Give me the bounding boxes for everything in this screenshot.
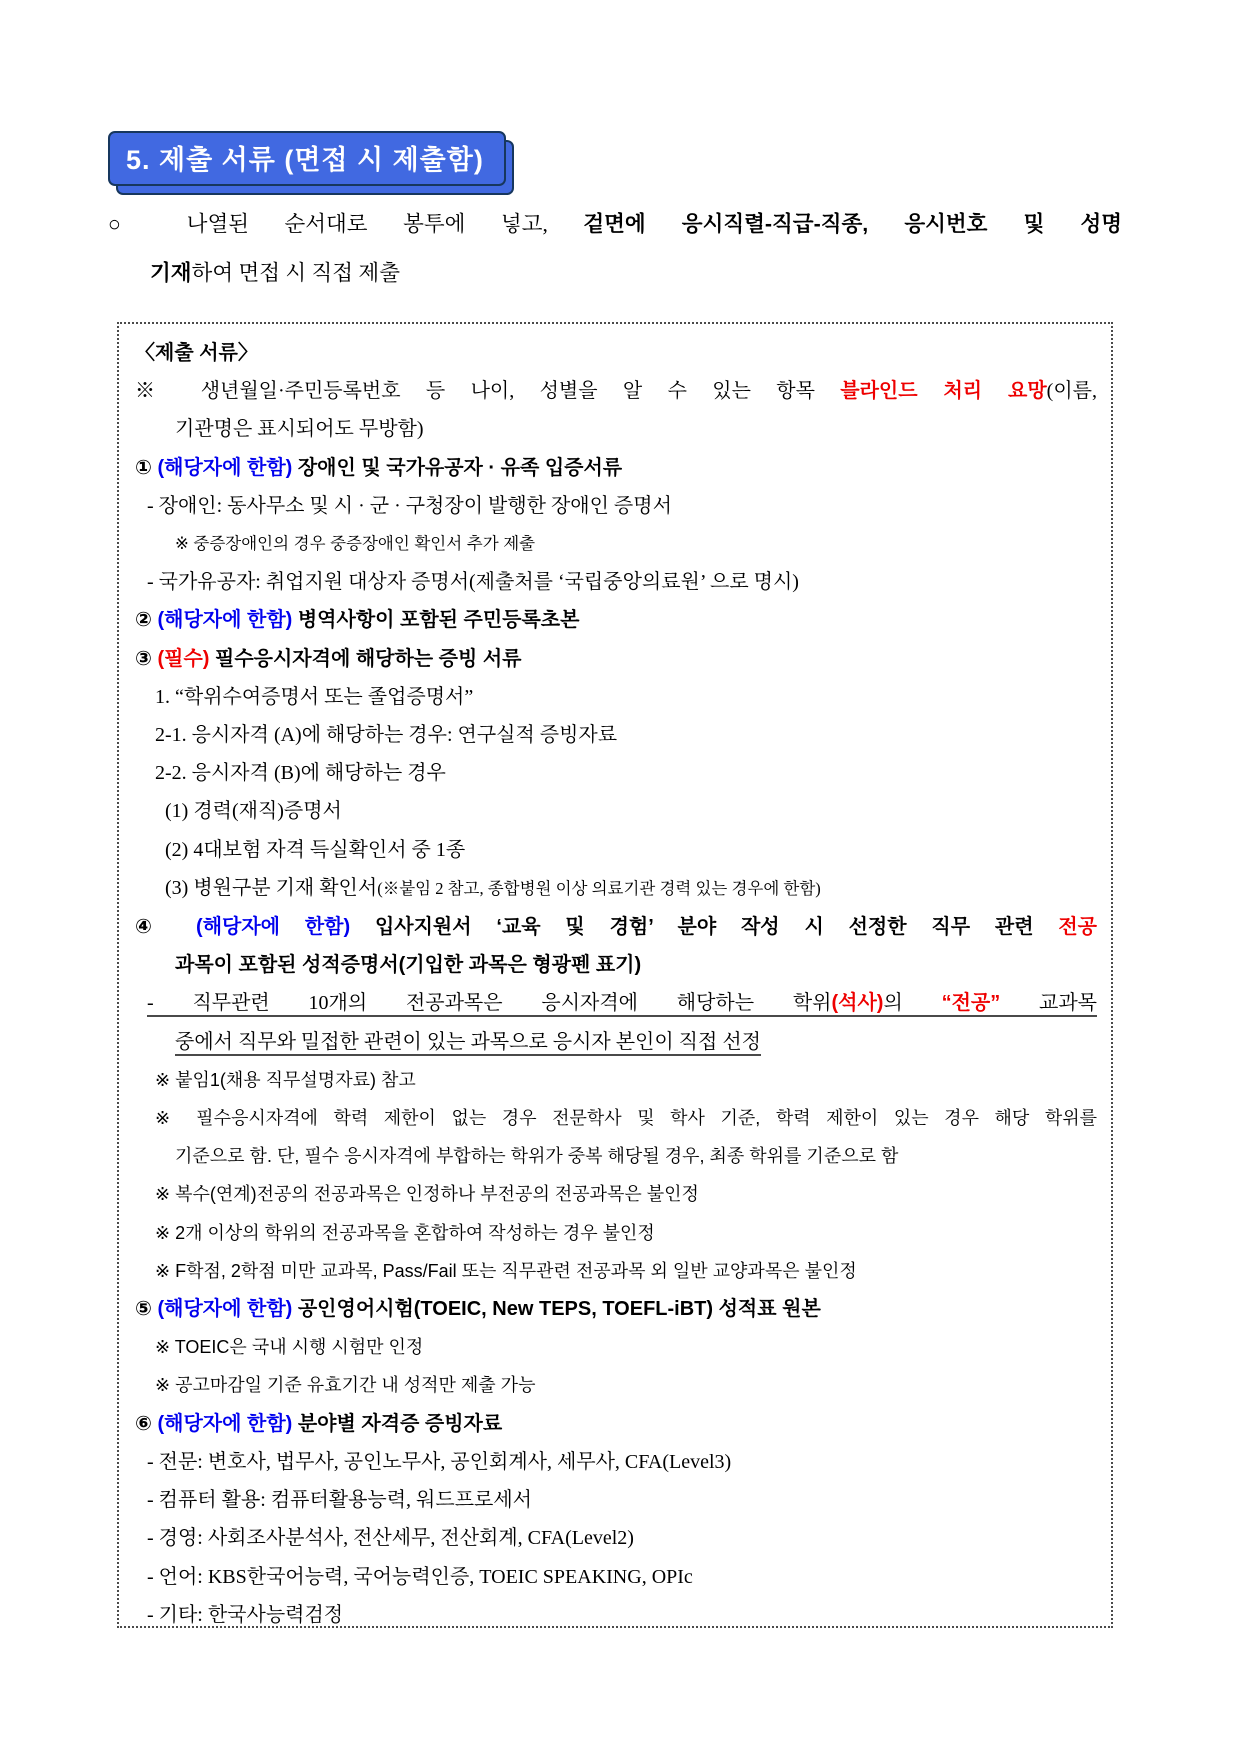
box-line (131, 563, 1097, 601)
section-header (108, 131, 506, 186)
text-segment: (해당자에 한함) (157, 609, 293, 632)
text-segment: 기관명은 표시되어도 무방함) (175, 418, 424, 441)
text-segment: ※ 복수(연계)전공의 전공과목은 인정하나 부전공의 전공과목은 불인정 (155, 1184, 699, 1205)
text-segment: 〈제출 서류〉 (135, 342, 258, 364)
box-line (131, 1290, 1097, 1328)
text-segment: ④ (135, 916, 197, 939)
text-segment: (석사) (831, 992, 884, 1015)
text-segment: 병역사항이 포함된 주민등록초본 (292, 609, 580, 632)
text-segment: 과목이 포함된 성적증명서(기입한 과목은 형광펜 표기) (175, 954, 642, 977)
text-segment: 하여 면접 시 직접 제출 (191, 261, 400, 285)
box-line (131, 1175, 1097, 1213)
box-line (131, 372, 1097, 410)
text-segment: 교과목 (1000, 992, 1097, 1015)
submission-documents-box (117, 322, 1113, 1628)
text-segment: ① (135, 456, 158, 479)
text-segment: 입사지원서 ‘교육 및 경험’ 분야 작성 시 선정한 직무 관련 (350, 916, 1059, 939)
text-segment: ⑥ (135, 1412, 158, 1435)
box-line (131, 525, 1097, 563)
text-segment: 공인영어시험(TOEIC, New TEPS, TOEFL-iBT) 성적표 원본 (292, 1298, 821, 1321)
text-segment: 필수응시자격에 해당하는 증빙 서류 (209, 647, 522, 670)
text-segment: - 전문: 변호사, 법무사, 공인노무사, 공인회계사, 세무사, CFA(Level3) (147, 1450, 732, 1473)
text-segment: 2-1. 응시자격 (A)에 해당하는 경우: 연구실적 증빙자료 (155, 724, 618, 747)
text-segment: (해당자에 한함) (157, 456, 293, 479)
box-line (131, 1481, 1097, 1519)
box-line (131, 792, 1097, 830)
text-segment: - 직무관련 10개의 전공과목은 응시자격에 해당하는 학위 (147, 992, 832, 1015)
text-segment: (2) 4대보험 자격 득실확인서 중 1종 (165, 838, 466, 861)
box-line (131, 1405, 1097, 1443)
text-segment: 장애인 및 국가유공자 · 유족 입증서류 (292, 456, 623, 479)
text-segment: “전공” (941, 992, 1001, 1015)
intro-paragraph (108, 200, 1122, 298)
text-segment: - 컴퓨터 활용: 컴퓨터활용능력, 워드프로세서 (147, 1489, 532, 1512)
text-segment: (해당자에 한함) (157, 1412, 293, 1435)
text-segment: ⑤ (135, 1298, 158, 1321)
box-line (131, 1366, 1097, 1404)
box-line (131, 716, 1097, 754)
text-segment: (해당자에 한함) (157, 1298, 293, 1321)
box-line (131, 984, 1097, 1022)
text-segment: ○ (108, 212, 187, 236)
box-line (131, 410, 1097, 448)
box-line (131, 1558, 1097, 1596)
section-header-title: 5. 제출 서류 (면접 시 제출함) (108, 131, 506, 186)
text-segment: (3) 병원구분 기재 확인서 (165, 876, 378, 899)
box-line (131, 1137, 1097, 1175)
box-line (131, 601, 1097, 639)
box-line (131, 1519, 1097, 1557)
box-line (131, 1443, 1097, 1481)
text-segment: 전공 (1058, 916, 1097, 939)
text-segment: ※ 2개 이상의 학위의 전공과목을 혼합하여 작성하는 경우 불인정 (155, 1222, 655, 1243)
box-line (131, 946, 1097, 984)
text-segment: - 경영: 사회조사분석사, 전산세무, 전산회계, CFA(Level2) (147, 1527, 634, 1550)
text-segment: 기준으로 함. 단, 필수 응시자격에 부합하는 학위가 중복 해당될 경우, 최종 학위를 기준으로 함 (175, 1146, 899, 1167)
text-segment: 기재 (150, 261, 192, 285)
box-line (131, 640, 1097, 678)
text-segment: ③ (135, 647, 158, 670)
text-segment: ※ F학점, 2학점 미만 교과목, Pass/Fail 또는 직무관련 전공과목 외 일반 교양과목은 불인정 (155, 1260, 857, 1281)
box-line (131, 908, 1097, 946)
text-segment: - 장애인: 동사무소 및 시 · 군 · 구청장이 발행한 장애인 증명서 (147, 494, 672, 517)
text-segment: ※ 생년월일·주민등록번호 등 나이, 성별을 알 수 있는 항목 (135, 380, 841, 403)
text-segment: 2-2. 응시자격 (B)에 해당하는 경우 (155, 762, 446, 785)
box-line (131, 1023, 1097, 1061)
box-line (131, 1328, 1097, 1366)
box-line (131, 449, 1097, 487)
text-segment: ※ 공고마감일 기준 유효기간 내 성적만 제출 가능 (155, 1375, 536, 1396)
text-segment: ② (135, 609, 158, 632)
text-segment: 분야별 자격증 증빙자료 (292, 1412, 503, 1435)
box-line (131, 1252, 1097, 1290)
text-segment: 나열된 순서대로 봉투에 넣고, (186, 212, 584, 236)
text-segment: (필수) (157, 647, 210, 670)
text-segment: ※ 중증장애인의 경우 중증장애인 확인서 추가 제출 (175, 535, 536, 554)
text-segment: 겉면에 응시직렬-직급-직종, 응시번호 및 성명 (583, 212, 1122, 236)
text-segment: (1) 경력(재직)증명서 (165, 800, 342, 823)
text-segment: (※붙임 2 참고, 종합병원 이상 의료기관 경력 있는 경우에 한함) (377, 878, 821, 898)
box-line (131, 831, 1097, 869)
box-line (131, 1596, 1097, 1628)
text-segment: - 국가유공자: 취업지원 대상자 증명서(제출처를 ‘국립중앙의료원’ 으로 명시) (147, 571, 799, 594)
box-line (131, 1214, 1097, 1252)
text-segment: - 언어: KBS한국어능력, 국어능력인증, TOEIC SPEAKING, OPIc (147, 1565, 693, 1588)
text-segment: ※ TOEIC은 국내 시행 시험만 인정 (155, 1337, 424, 1358)
box-line (131, 1099, 1097, 1137)
text-segment: ※ 붙임1(채용 직무설명자료) 참고 (155, 1069, 416, 1090)
text-segment: (해당자에 한함) (196, 916, 351, 939)
box-line (131, 334, 1097, 372)
intro-line (108, 249, 1122, 298)
box-line (131, 678, 1097, 716)
text-segment: - 기타: 한국사능력검정 (147, 1603, 344, 1626)
text-segment: 1. “학위수여증명서 또는 졸업증명서” (155, 685, 474, 708)
text-segment: ※ 필수응시자격에 학력 제한이 없는 경우 전문학사 및 학사 기준, 학력 제한이 있는 경우 해당 학위를 (155, 1108, 1097, 1129)
text-segment: 의 (883, 992, 942, 1015)
text-segment: 중에서 직무와 밀접한 관련이 있는 과목으로 응시자 본인이 직접 선정 (175, 1030, 761, 1053)
box-line (131, 754, 1097, 792)
box-line (131, 869, 1097, 908)
box-line (131, 1061, 1097, 1099)
text-segment: 블라인드 처리 요망 (840, 380, 1047, 403)
text-segment: (이름, (1046, 380, 1097, 403)
intro-line (108, 200, 1122, 249)
box-line (131, 487, 1097, 525)
